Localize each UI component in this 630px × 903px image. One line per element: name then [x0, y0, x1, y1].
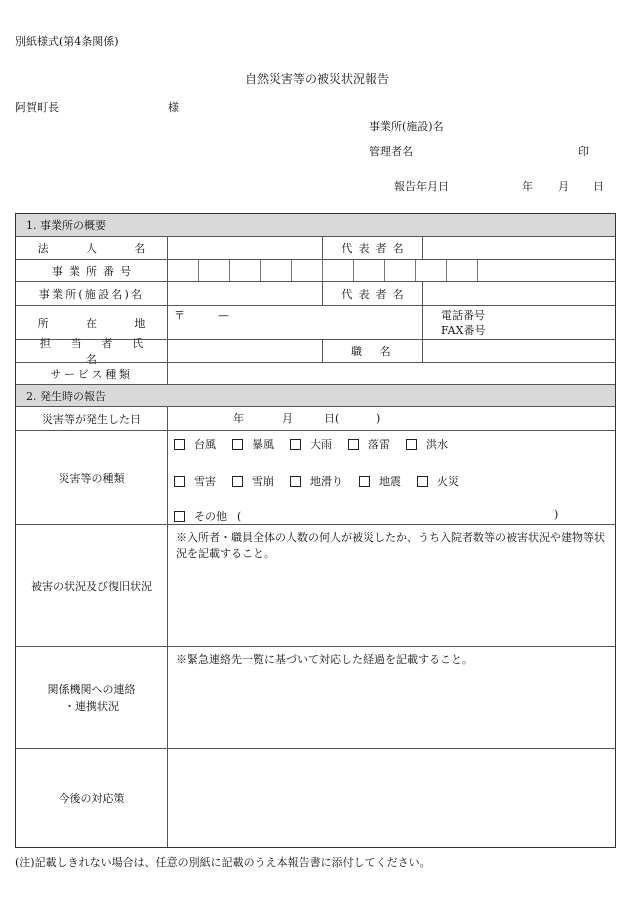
damage-status-field[interactable] [168, 525, 615, 646]
liaison-label-line1: 関係機関への連絡 [47, 682, 136, 696]
postal-dash: — [218, 309, 229, 322]
option-lightning[interactable]: 落雷 [348, 436, 390, 452]
office-facility-name-field[interactable] [168, 282, 322, 305]
future-measures-field[interactable] [168, 749, 615, 847]
options-row1 [174, 436, 464, 452]
office-number-label: 事業所番号 [51, 264, 138, 278]
future-measures-label: 今後の対応策 [58, 792, 125, 805]
fax-label: FAX番号 [441, 324, 486, 337]
report-table [15, 213, 616, 848]
checkbox-icon[interactable] [174, 476, 185, 487]
office-number-field[interactable] [168, 260, 477, 281]
report-year-label: 年 [522, 180, 533, 193]
person-in-charge-label: 担当者氏名 [39, 337, 163, 366]
option-fire[interactable]: 火災 [417, 473, 459, 489]
section1-header [16, 214, 615, 236]
checkbox-icon[interactable] [232, 476, 243, 487]
position-field[interactable] [423, 340, 615, 362]
page-title: 自然災害等の被災状況報告 [245, 72, 390, 86]
liaison-label [16, 647, 167, 748]
option-typhoon[interactable]: 台風 [174, 436, 216, 452]
liaison-note: ※緊急連絡先一覧に基づいて対応した経過を記載すること。 [176, 653, 473, 666]
section1-heading: 1. 事業所の概要 [26, 219, 106, 232]
row-liaison [16, 646, 615, 748]
other-label: その他 [194, 510, 227, 523]
row-occurred-date [16, 406, 615, 430]
office-facility-name-label: 事業所(施設名)名 [38, 287, 145, 301]
option-storm[interactable]: 暴風 [232, 436, 274, 452]
report-day-label: 日 [593, 180, 604, 193]
section2-heading: 2. 発生時の報告 [26, 389, 106, 403]
row-address [16, 305, 615, 339]
report-date-label: 報告年月日 [394, 180, 449, 193]
row-person-in-charge [16, 337, 615, 366]
checkbox-icon[interactable] [174, 511, 185, 522]
service-type-field[interactable] [168, 363, 615, 384]
checkbox-icon[interactable] [232, 439, 243, 450]
position-label: 職 名 [351, 345, 394, 358]
damage-status-label: 被害の状況及び復旧状況 [31, 579, 152, 593]
option-snow-damage[interactable]: 雪害 [174, 473, 216, 489]
address-field[interactable] [168, 306, 422, 339]
form-label: 別紙様式(第4条関係) [15, 35, 119, 48]
occurred-month: 月 [282, 412, 293, 425]
checkbox-icon[interactable] [406, 439, 417, 450]
representative-label: 代表者名 [341, 242, 410, 255]
disaster-type-options [168, 431, 615, 524]
service-type-label: サービス種類 [50, 367, 133, 381]
checkbox-icon[interactable] [174, 439, 185, 450]
phone-label: 電話番号 [441, 309, 485, 322]
checkbox-icon[interactable] [359, 476, 370, 487]
section2-header [16, 384, 615, 406]
row-service-type [16, 362, 615, 384]
occurred-day: 日( [324, 412, 340, 425]
checkbox-icon[interactable] [417, 476, 428, 487]
options-row2 [174, 473, 475, 489]
corp-name-field[interactable] [168, 237, 322, 259]
corp-name-label: 法 人 名 [37, 242, 159, 255]
address-label: 所 在 地 [37, 316, 159, 330]
option-heavy-rain[interactable]: 大雨 [290, 436, 332, 452]
row-office-facility [16, 281, 615, 305]
option-landslide[interactable]: 地滑り [290, 473, 343, 489]
row-office-number [16, 259, 615, 281]
footer-note: (注)記載しきれない場合は、任意の別紙に記載のうえ本報告書に添付してください。 [15, 856, 431, 869]
seal-mark: 印 [578, 145, 589, 158]
facility-name-label: 事業所(施設)名 [369, 120, 444, 133]
damage-note: ※入所者・職員全体の人数の何人が被災したか、うち入院者数等の被害状況や建物等状況を記載すること。 [176, 531, 605, 560]
manager-label: 管理者名 [369, 145, 413, 158]
other-open-paren: ( [237, 509, 242, 523]
honorific: 様 [168, 101, 179, 114]
phone-fax-field[interactable] [423, 306, 615, 339]
checkbox-icon[interactable] [290, 439, 301, 450]
liaison-label-line2: ・連携状況 [64, 699, 119, 713]
option-flood[interactable]: 洪水 [406, 436, 448, 452]
representative2-field[interactable] [423, 282, 615, 305]
postal-mark: 〒 [174, 309, 185, 322]
occurred-date-label: 災害等が発生した日 [42, 412, 141, 426]
disaster-type-label: 災害等の種類 [58, 471, 125, 485]
representative-field[interactable] [423, 237, 615, 259]
row-disaster-type [16, 430, 615, 524]
option-other[interactable] [174, 508, 241, 524]
row-future-measures [16, 748, 615, 847]
checkbox-icon[interactable] [290, 476, 301, 487]
addressee: 阿賀町長 [15, 101, 59, 114]
option-earthquake[interactable]: 地震 [359, 473, 401, 489]
representative2-label: 代表者名 [341, 287, 410, 301]
option-avalanche[interactable]: 雪崩 [232, 473, 274, 489]
other-close-paren: ) [554, 508, 559, 521]
row-damage-status [16, 524, 615, 646]
report-month-label: 月 [558, 180, 569, 193]
occurred-year: 年 [233, 412, 244, 425]
person-in-charge-field[interactable] [168, 340, 322, 362]
occurred-date-field[interactable] [168, 407, 615, 430]
checkbox-icon[interactable] [348, 439, 359, 450]
liaison-field[interactable] [168, 647, 615, 748]
occurred-close: ) [376, 412, 381, 425]
row-corp-name [16, 236, 615, 259]
